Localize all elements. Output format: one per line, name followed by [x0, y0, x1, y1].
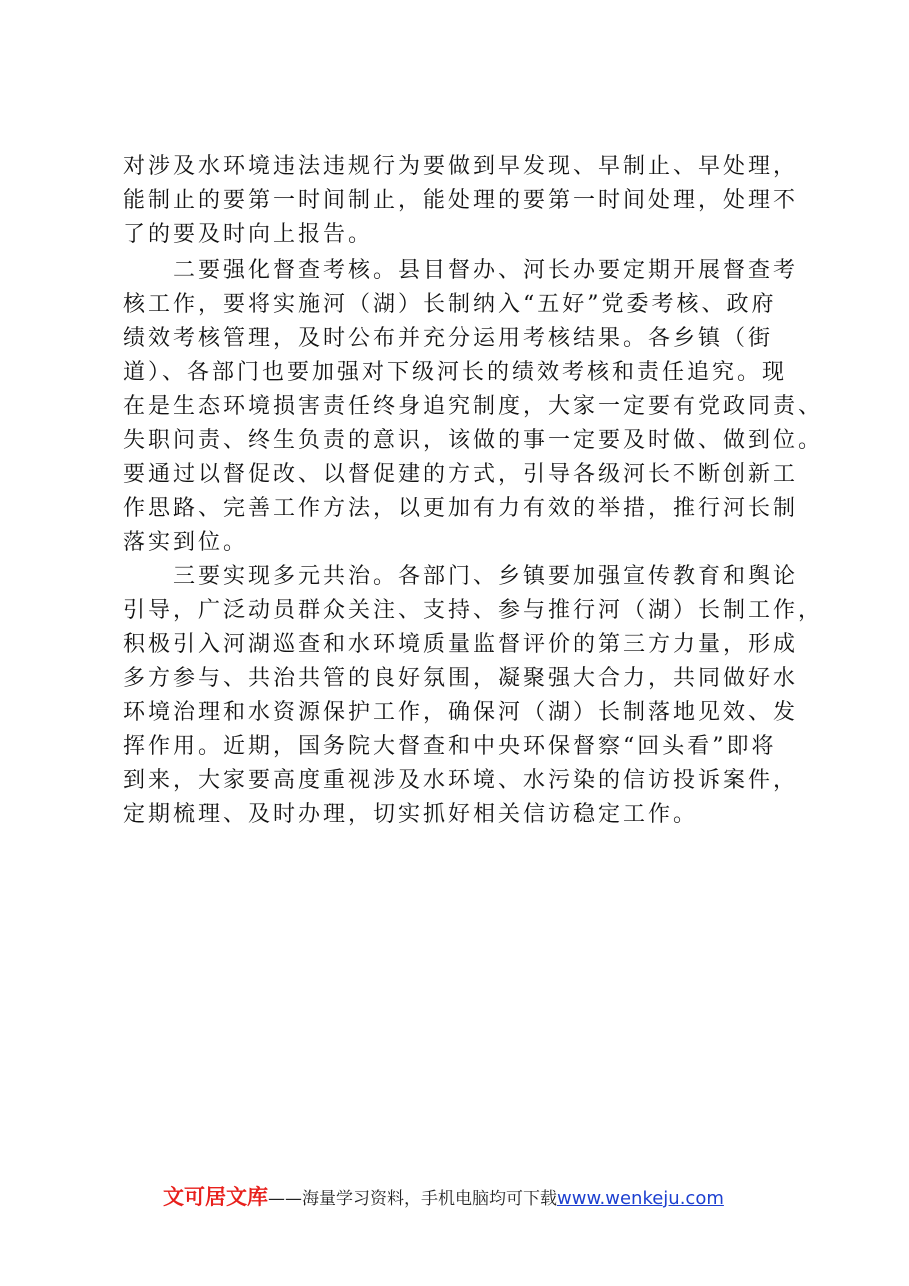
text-line: 引导，广泛动员群众关注、支持、参与推行河（湖）长制工作，: [123, 598, 824, 623]
footer-tagline: ——海量学习资料，手机电脑均可下载: [268, 1189, 557, 1209]
text-line: 核工作，要将实施河（湖）长制纳入“五好”党委考核、政府: [123, 292, 777, 317]
text-line: 落实到位。: [123, 530, 249, 555]
text-line: 要通过以督促改、以督促建的方式，引导各级河长不断创新工: [123, 462, 799, 487]
text-line: 环境治理和水资源保护工作，确保河（湖）长制落地见效、发: [123, 700, 799, 725]
text-line: 到来，大家要高度重视涉及水环境、水污染的信访投诉案件，: [123, 768, 799, 793]
text-line: 积极引入河湖巡查和水环境质量监督评价的第三方力量，形成: [123, 632, 799, 657]
text-line: 了的要及时向上报告。: [123, 222, 374, 247]
text-line: 能制止的要第一时间制止，能处理的要第一时间处理，处理不: [123, 188, 799, 213]
text-line: 失职问责、终生负责的意识，该做的事一定要及时做、做到位。: [123, 428, 824, 453]
text-line: 作思路、完善工作方法，以更加有力有效的举措，推行河长制: [123, 496, 799, 521]
footer-url-link[interactable]: www.wenkeju.com: [557, 1188, 724, 1209]
footer-brand: 文可居文库: [163, 1185, 268, 1209]
text-line: 道）、各部门也要加强对下级河长的绩效考核和责任追究。现: [123, 360, 788, 385]
text-line: 绩效考核管理，及时公布并充分运用考核结果。各乡镇（街: [123, 326, 774, 351]
footer-banner: [163, 1182, 724, 1212]
text-line: 定期梳理、及时办理，切实抓好相关信访稳定工作。: [123, 802, 699, 827]
text-line: 三要实现多元共治。各部门、乡镇要加强宣传教育和舆论: [123, 564, 799, 589]
text-line: 在是生态环境损害责任终身追究制度，大家一定要有党政同责、: [123, 394, 824, 419]
text-line: 多方参与、共治共管的良好氛围，凝聚强大合力，共同做好水: [123, 666, 799, 691]
text-line: 二要强化督查考核。县目督办、河长办要定期开展督查考: [123, 258, 799, 283]
text-line: 对涉及水环境违法违规行为要做到早发现、早制止、早处理，: [123, 154, 799, 179]
text-line: 挥作用。近期，国务院大督查和中央环保督察“回头看”即将: [123, 734, 777, 759]
